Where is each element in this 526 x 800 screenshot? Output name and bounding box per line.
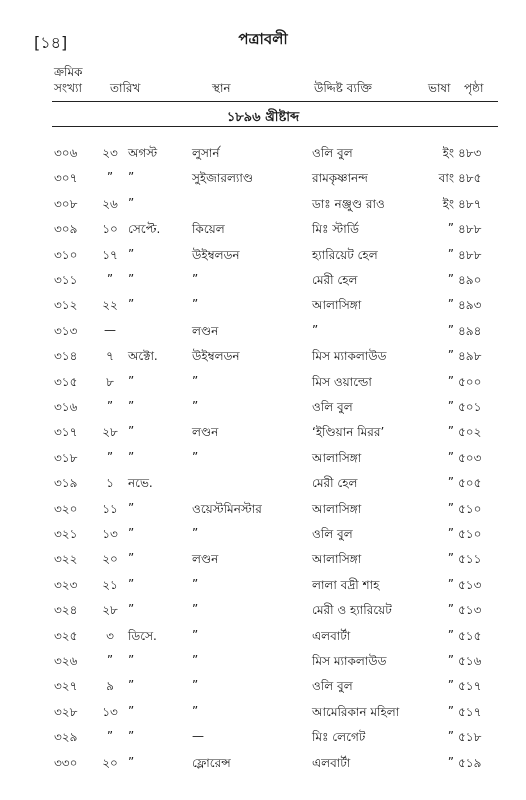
table-row [0, 473, 526, 495]
cell-serial: ৩০৮ [54, 196, 78, 211]
cell-lang: ” [447, 297, 454, 312]
cell-recipient: আলাসিঙ্গা [312, 501, 362, 516]
cell-serial: ৩২৯ [54, 730, 78, 745]
table-row [0, 753, 526, 775]
table-row [0, 397, 526, 419]
cell-day: ৩ [106, 628, 114, 643]
cell-month: ” [128, 272, 135, 286]
cell-month: ” [128, 297, 135, 312]
cell-serial: ৩২৮ [54, 704, 78, 719]
cell-page: ৪৮৭ [458, 196, 482, 211]
cell-serial: ৩১১ [54, 273, 78, 287]
cell-recipient: আলাসিঙ্গা [312, 298, 362, 313]
cell-recipient: মেরী হেল [312, 476, 358, 491]
cell-lang: ” [447, 729, 454, 744]
column-header-recipient: উদ্দিষ্ট ব্যক্তি [314, 81, 372, 95]
cell-recipient: মেরী ও হ্যারিয়েট [312, 603, 392, 618]
cell-lang: ” [447, 373, 454, 388]
cell-day: ১৩ [102, 527, 118, 541]
column-header-serial [54, 64, 83, 96]
table-row [0, 549, 526, 571]
cell-day: ১০ [102, 222, 118, 237]
cell-serial: ৩১৪ [54, 349, 78, 364]
cell-lang: ইং [442, 146, 454, 160]
cell-day: ২০ [102, 552, 118, 567]
cell-month: ” [128, 602, 135, 617]
cell-page: ৪৮৩ [458, 146, 482, 160]
cell-lang: ” [447, 272, 454, 286]
cell-day: ” [106, 170, 114, 185]
cell-place: উইম্বলডন [192, 349, 240, 364]
table-row [0, 575, 526, 597]
cell-page: ৫১৮ [458, 730, 482, 745]
cell-place: ওয়েস্টমিনস্টার [192, 501, 262, 516]
cell-month: অগস্ট [128, 146, 158, 160]
cell-place: ” [192, 373, 199, 388]
cell-page: ৪৮৮ [458, 222, 482, 237]
cell-lang: ” [447, 500, 454, 515]
cell-place: ” [192, 297, 199, 312]
cell-recipient: এলবার্টা [312, 755, 351, 770]
cell-day: ৭ [106, 349, 114, 364]
table-row [0, 626, 526, 648]
header-rule-bottom [52, 126, 498, 127]
cell-month: নভে. [128, 476, 153, 491]
cell-place: ” [192, 272, 199, 286]
cell-serial: ৩১৮ [54, 450, 78, 465]
cell-day: ১ [106, 476, 114, 491]
table-row [0, 600, 526, 622]
cell-recipient: মিঃ স্টার্ডি [312, 222, 359, 237]
cell-place: ” [192, 703, 199, 718]
cell-place: উইম্বলডন [192, 247, 240, 262]
cell-day: ১৭ [102, 247, 118, 262]
table-row [0, 168, 526, 190]
cell-place: লণ্ডন [192, 552, 219, 567]
cell-page: ৪৯৪ [458, 323, 482, 338]
cell-lang: ” [447, 246, 454, 261]
table-row [0, 321, 526, 343]
cell-serial: ৩২২ [54, 552, 78, 567]
table-row [0, 702, 526, 724]
cell-page: ৫০১ [458, 400, 482, 414]
cell-day: ” [106, 272, 114, 286]
column-header-serial-line1: ক্রমিক [54, 65, 83, 79]
cell-lang: ” [447, 475, 454, 490]
cell-recipient: ‘ইণ্ডিয়ান মিরর’ [312, 425, 385, 440]
cell-place: ” [192, 576, 199, 591]
cell-lang: ” [447, 703, 454, 718]
cell-recipient: মিস ওয়াল্ডো [312, 374, 372, 389]
cell-day: ” [106, 729, 114, 744]
cell-month: ” [128, 754, 135, 769]
cell-recipient: মিঃ লেগেট [312, 730, 366, 745]
cell-month: ” [128, 373, 135, 388]
cell-serial: ৩২৭ [54, 679, 78, 694]
cell-day: ৮ [106, 374, 114, 389]
table-row [0, 372, 526, 394]
cell-recipient: ডাঃ নঞ্জুণ্ড রাও [312, 196, 385, 211]
cell-place: ” [192, 627, 199, 642]
cell-recipient: হ্যারিয়েট হেল [312, 247, 378, 262]
cell-serial: ৩২৬ [54, 654, 78, 668]
cell-page: ৫১৯ [458, 755, 482, 770]
cell-page: ৫১৩ [458, 603, 482, 618]
cell-page: ৫০৫ [458, 476, 482, 491]
cell-recipient: ওলি বুল [312, 679, 353, 694]
table-row [0, 422, 526, 444]
cell-day: ” [106, 399, 114, 413]
cell-lang: ” [447, 424, 454, 439]
column-header-place: স্থান [212, 81, 231, 95]
cell-lang: ” [447, 449, 454, 464]
cell-page: ৫০২ [458, 425, 482, 440]
cell-recipient: মেরী হেল [312, 273, 358, 287]
cell-page: ৫০৩ [458, 450, 482, 465]
cell-place: লুসার্ন [192, 146, 220, 160]
cell-serial: ৩১৩ [54, 323, 78, 338]
cell-place: সুইজারল্যাণ্ড [192, 171, 254, 186]
cell-serial: ৩১৭ [54, 425, 78, 440]
cell-serial: ৩১০ [54, 247, 78, 262]
cell-month: ” [128, 424, 135, 439]
cell-recipient: ওলি বুল [312, 527, 353, 541]
column-header-page: পৃষ্ঠা [464, 81, 484, 95]
cell-day: ” [106, 449, 114, 464]
cell-page: ৪৮৫ [458, 171, 482, 186]
cell-lang: ” [447, 627, 454, 642]
cell-page: ৫১০ [458, 527, 482, 541]
cell-recipient: ” [312, 322, 319, 337]
table-row [0, 219, 526, 241]
cell-day: ” [106, 653, 114, 667]
cell-lang: ” [447, 678, 454, 693]
cell-page: ৫১৩ [458, 577, 482, 592]
cell-serial: ৩২০ [54, 501, 78, 516]
cell-day: ২৬ [102, 196, 118, 211]
cell-serial: ৩২৩ [54, 577, 78, 592]
cell-recipient: মিস ম্যাকলাউড [312, 349, 387, 364]
cell-lang: ” [447, 551, 454, 566]
cell-place: ” [192, 449, 199, 464]
cell-place: — [192, 729, 204, 744]
table-row [0, 346, 526, 368]
cell-month: অক্টো. [128, 349, 158, 364]
cell-lang: ” [447, 322, 454, 337]
cell-recipient: এলবার্টা [312, 628, 351, 643]
cell-month: ” [128, 449, 135, 464]
cell-lang: ” [447, 348, 454, 363]
table-row [0, 727, 526, 749]
column-header-date: তারিখ [110, 81, 141, 95]
column-header-serial-line2: সংখ্যা [54, 81, 82, 95]
cell-serial: ৩২৪ [54, 603, 78, 618]
table-row [0, 245, 526, 267]
column-header-language: ভাষা [428, 81, 451, 95]
cell-lang: বাং [438, 171, 454, 186]
cell-page: ৪৯৩ [458, 298, 482, 313]
cell-page: ৫১৭ [458, 704, 482, 719]
cell-place: লণ্ডন [192, 323, 219, 338]
cell-lang: ” [447, 526, 454, 540]
cell-place: ফ্লোরেন্স [192, 755, 231, 770]
cell-month: সেপ্টে. [128, 222, 161, 237]
cell-day: ১১ [102, 501, 118, 516]
cell-serial: ৩০৯ [54, 222, 78, 237]
table-row [0, 194, 526, 216]
table-row [0, 143, 526, 165]
cell-serial: ৩৩০ [54, 755, 78, 770]
cell-month: ” [128, 195, 135, 210]
cell-recipient: রামকৃষ্ণানন্দ [312, 171, 368, 186]
cell-serial: ৩২৫ [54, 628, 78, 643]
cell-day: ২৮ [102, 603, 118, 618]
cell-month: ” [128, 500, 135, 515]
cell-recipient: আলাসিঙ্গা [312, 450, 362, 465]
cell-lang: ” [447, 576, 454, 591]
page-number: [১৪] [34, 33, 68, 52]
cell-lang: ” [447, 602, 454, 617]
cell-recipient: লালা বদ্রী শাহ [312, 577, 380, 592]
cell-month: ” [128, 576, 135, 591]
cell-page: ৪৮৮ [458, 247, 482, 262]
cell-month: ” [128, 653, 135, 667]
year-heading: ১৮৯৬ খ্রীষ্টাব্দ [226, 110, 300, 125]
cell-serial: ৩১২ [54, 298, 78, 313]
table-row [0, 448, 526, 470]
cell-month: ডিসে. [128, 628, 157, 643]
cell-month: ” [128, 399, 135, 413]
cell-recipient: আলাসিঙ্গা [312, 552, 362, 567]
table-row [0, 295, 526, 317]
cell-day: ২৩ [102, 146, 118, 160]
cell-day: — [104, 322, 116, 337]
cell-month: ” [128, 729, 135, 744]
table-row [0, 270, 526, 292]
table-row [0, 651, 526, 673]
cell-recipient: ওলি বুল [312, 146, 353, 160]
cell-day: ২০ [102, 755, 118, 770]
cell-lang: ” [447, 399, 454, 413]
table-row [0, 524, 526, 546]
cell-page: ৫১১ [458, 552, 482, 567]
page-title: পত্রাবলী [238, 30, 288, 48]
cell-day: ২৮ [102, 425, 118, 440]
cell-page: ৫১৬ [458, 654, 482, 668]
cell-lang: ইং [442, 196, 454, 211]
cell-page: ৫১০ [458, 501, 482, 516]
cell-place: ” [192, 602, 199, 617]
cell-serial: ৩০৬ [54, 146, 78, 160]
cell-page: ৫০০ [458, 374, 482, 389]
cell-page: ৪৯০ [458, 273, 482, 287]
cell-place: লণ্ডন [192, 425, 219, 440]
cell-month: ” [128, 678, 135, 693]
cell-recipient: ওলি বুল [312, 400, 353, 414]
cell-lang: ” [447, 754, 454, 769]
cell-month: ” [128, 703, 135, 718]
cell-serial: ৩২১ [54, 527, 78, 541]
cell-month: ” [128, 551, 135, 566]
table-row [0, 499, 526, 521]
cell-page: ৫১৫ [458, 628, 482, 643]
cell-month: ” [128, 246, 135, 261]
cell-place: কিয়েল [192, 222, 225, 237]
cell-month: ” [128, 526, 135, 540]
table-row [0, 676, 526, 698]
cell-day: ২১ [102, 577, 118, 592]
cell-recipient: আমেরিকান মহিলা [312, 704, 400, 719]
cell-place: ” [192, 678, 199, 693]
cell-day: ২২ [102, 298, 118, 313]
header-rule-top [52, 101, 498, 102]
cell-serial: ৩১৫ [54, 374, 78, 389]
cell-place: ” [192, 653, 199, 667]
cell-recipient: মিস ম্যাকলাউড [312, 654, 387, 668]
cell-page: ৫১৭ [458, 679, 482, 694]
cell-lang: ” [447, 221, 454, 236]
cell-serial: ৩১৬ [54, 400, 78, 414]
cell-month: ” [128, 170, 135, 185]
cell-place: ” [192, 399, 199, 413]
cell-day: ১৩ [102, 704, 118, 719]
cell-day: ৯ [106, 679, 114, 694]
cell-page: ৪৯৮ [458, 349, 482, 364]
cell-serial: ৩১৯ [54, 476, 78, 491]
cell-lang: ” [447, 653, 454, 667]
cell-place: ” [192, 526, 199, 540]
cell-serial: ৩০৭ [54, 171, 78, 186]
